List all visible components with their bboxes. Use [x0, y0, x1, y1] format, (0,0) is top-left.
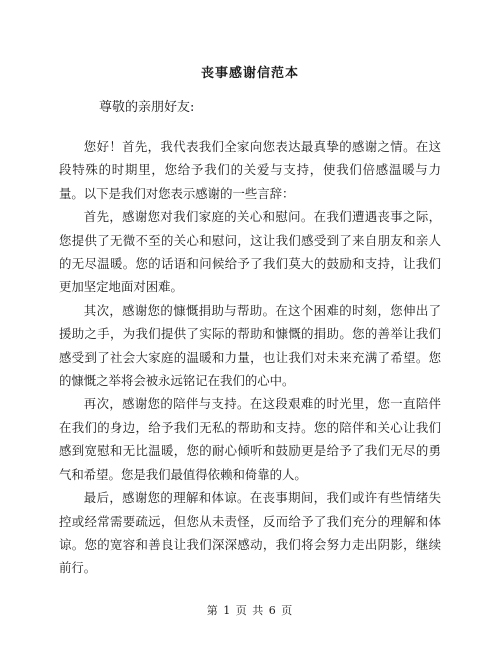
greeting: 尊敬的亲朋好友: — [99, 100, 195, 115]
paragraph: 其次，感谢您的慷慨捐助与帮助。在这个困难的时刻，您伸出了援助之手，为我们提供了实际的帮助和慷慨的捐助。您的善举让我们感受到了社会大家庭的温暖和力量，也让我们对未来充满了希望。您的慷慨之举将会被永远铭记在我们的心中。 — [59, 302, 441, 389]
document-title: 丧事感谢信范本 — [200, 66, 299, 81]
paragraph: 再次，感谢您的陪伴与支持。在这段艰难的时光里，您一直陪伴在我们的身边，给予我们无私的帮助和支持。您的陪伴和关心让我们感到宽慰和无比温暖，您的耐心倾听和鼓励更是给予了我们无尽的勇气和希望。您是我们最值得依赖和倚靠的人。 — [59, 396, 441, 482]
page-footer: 第 1 页 共 6 页 — [206, 604, 294, 617]
letter-body — [59, 135, 441, 580]
paragraph: 最后，感谢您的理解和体谅。在丧事期间，我们或许有些情绪失控或经常需要疏远，但您从未责怪，反而给予了我们充分的理解和体谅。您的宽容和善良让我们深深感动，我们将会努力走出阴影，继续前行。 — [59, 490, 441, 576]
paragraph: 首先，感谢您对我们家庭的关心和慰问。在我们遭遇丧事之际，您提供了无微不至的关心和慰问，这让我们感受到了来自朋友和亲人的无尽温暖。您的话语和问候给予了我们莫大的鼓励和支持，让我们更加坚定地面对困难。 — [59, 209, 441, 295]
paragraph: 您好！首先，我代表我们全家向您表达最真挚的感谢之情。在这段特殊的时期里，您给予我们的关爱与支持，使我们倍感温暖与力量。以下是我们对您表示感谢的一些言辞： — [59, 139, 441, 201]
